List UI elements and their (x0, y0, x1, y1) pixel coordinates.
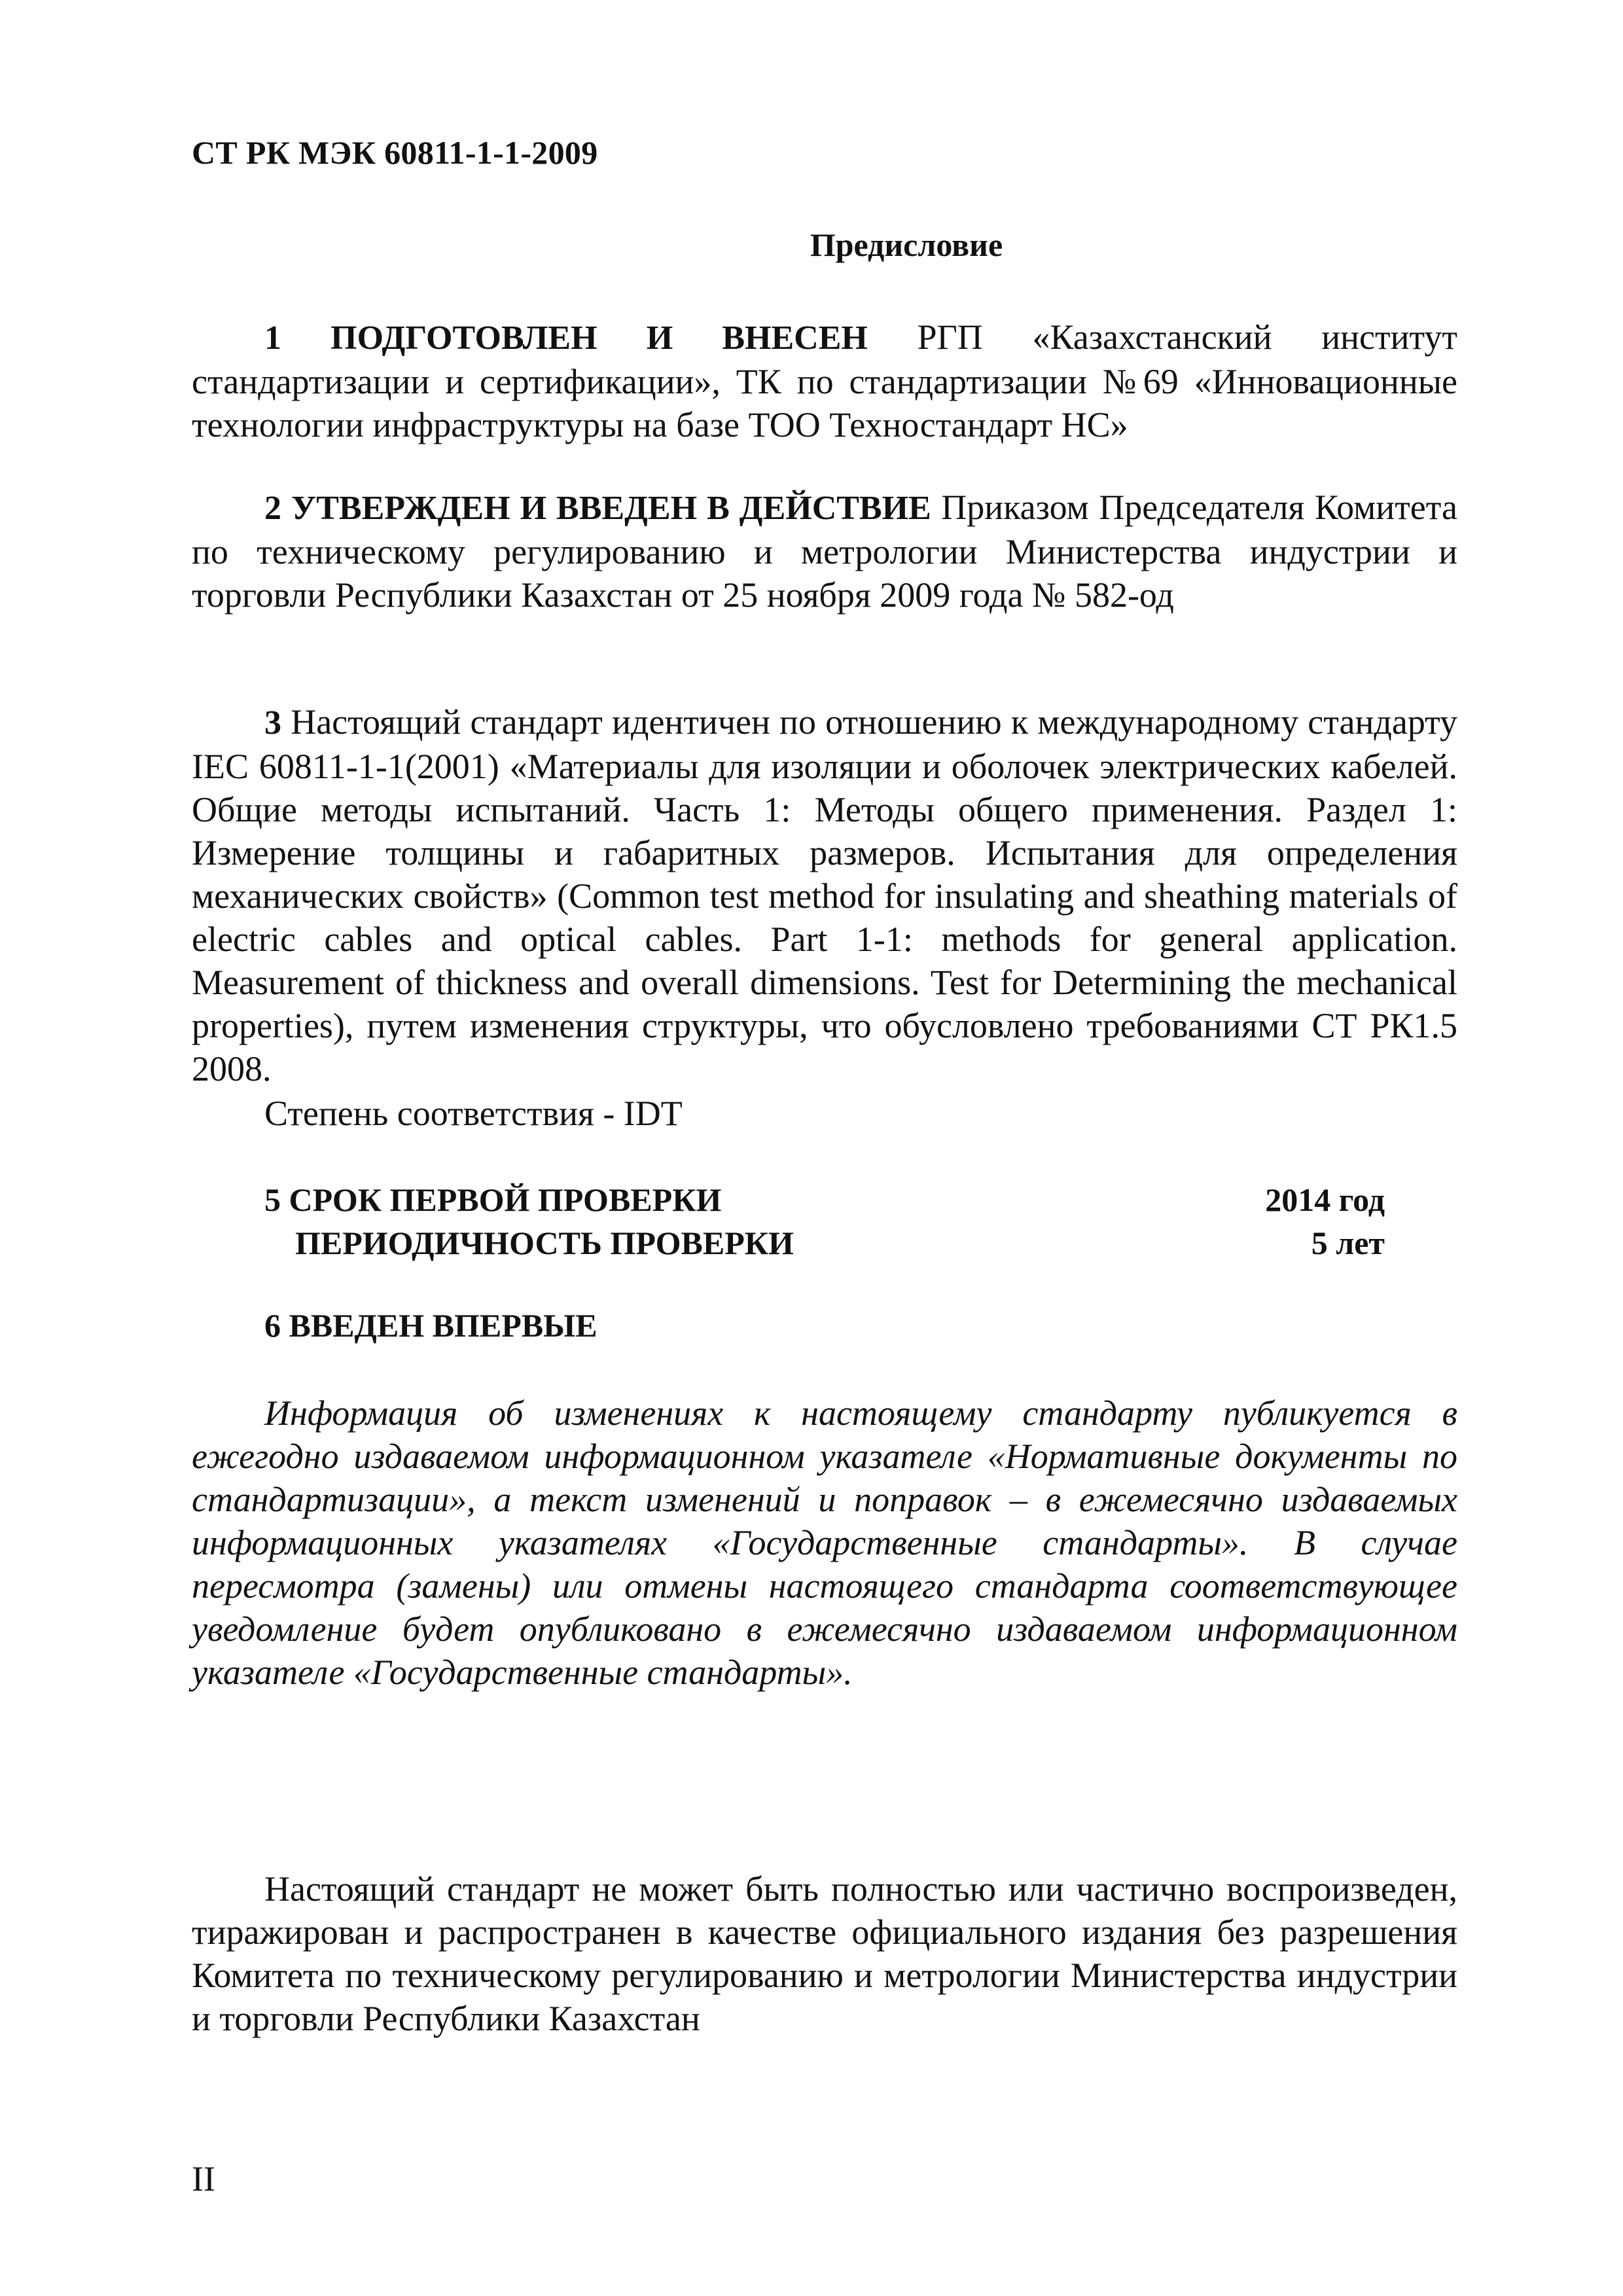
section-6-heading: 6 ВВЕДЕН ВПЕРВЫЕ (264, 1307, 597, 1344)
section-2-paragraph (192, 486, 1457, 617)
copyright-notice-paragraph: Настоящий стандарт не может быть полностью или частично воспроизведен, тиражирован и распространен в качестве официального издания без разрешения Комитета по техническому регулированию и метрологии Министерства индустрии и торговли Республики Казахстан (192, 1869, 1457, 2038)
section-1-text: РГП «Казахстанский институт стандартизации и сертификации», ТК по стандартизации №69 «Инновационные технологии инфраструктуры на базе ТОО Техностандарт НС» (192, 317, 1457, 444)
document-header: СТ РК МЭК 60811-1-1-2009 (192, 134, 598, 171)
first-check-label: 5 СРОК ПЕРВОЙ ПРОВЕРКИ (264, 1181, 722, 1218)
section-3-paragraph (192, 700, 1457, 1090)
first-check-value: 2014 год (1265, 1181, 1385, 1218)
section-3-lead: 3 (264, 704, 281, 742)
section-2-text: Приказом Председателя Комитета по техническому регулированию и метрологии Министерства индустрии и торговли Республики Казахстан от 25 ноября 2009 года № 582-од (192, 488, 1457, 615)
first-check-row (264, 1178, 1385, 1221)
periodicity-label: ПЕРИОДИЧНОСТЬ ПРОВЕРКИ (295, 1225, 794, 1261)
section-3-text: Настоящий стандарт идентичен по отношению к международному стандарту IEC 60811-1-1(2001) «Материалы для изоляции и оболочек электрических кабелей. Общие методы испытаний. Часть 1: Методы общего применения. Раздел 1: Измерение толщины и габаритных размеров. Испытания для определения механических свойств» (Common test method for insulating and sheathing materials of electric cables and optical cables. Part 1-1: methods for general application. Measurement of thickness and overall dimensions. Test for Determining the mechanical properties), путем изменения структуры, что обусловлено требованиями СТ РК1.5 2008. (192, 702, 1457, 1088)
review-schedule (264, 1178, 1385, 1265)
periodicity-value: 5 лет (1311, 1225, 1385, 1261)
page-title: Предисловие (810, 226, 1003, 263)
page-number: II (192, 2159, 215, 2198)
section-2-lead: 2 УТВЕРЖДЕН И ВВЕДЕН В ДЕЙСТВИЕ (264, 490, 931, 527)
periodicity-row (264, 1221, 1385, 1265)
section-1-paragraph (192, 315, 1457, 446)
section-1-lead: 1 ПОДГОТОВЛЕН И ВНЕСЕН (264, 319, 868, 357)
conformity-degree: Степень соответствия - IDT (264, 1094, 683, 1133)
changes-info-paragraph: Информация об изменениях к настоящему стандарту публикуется в ежегодно издаваемом информационном указателе «Нормативные документы по стандартизации», а текст изменений и поправок – в ежемесячно издаваемых информационных указателях «Государственные стандарты». В случае пересмотра (замены) или отмены настоящего стандарта соответствующее уведомление будет опубликовано в ежемесячно издаваемом информационном указателе «Государственные стандарты». (192, 1393, 1457, 1692)
